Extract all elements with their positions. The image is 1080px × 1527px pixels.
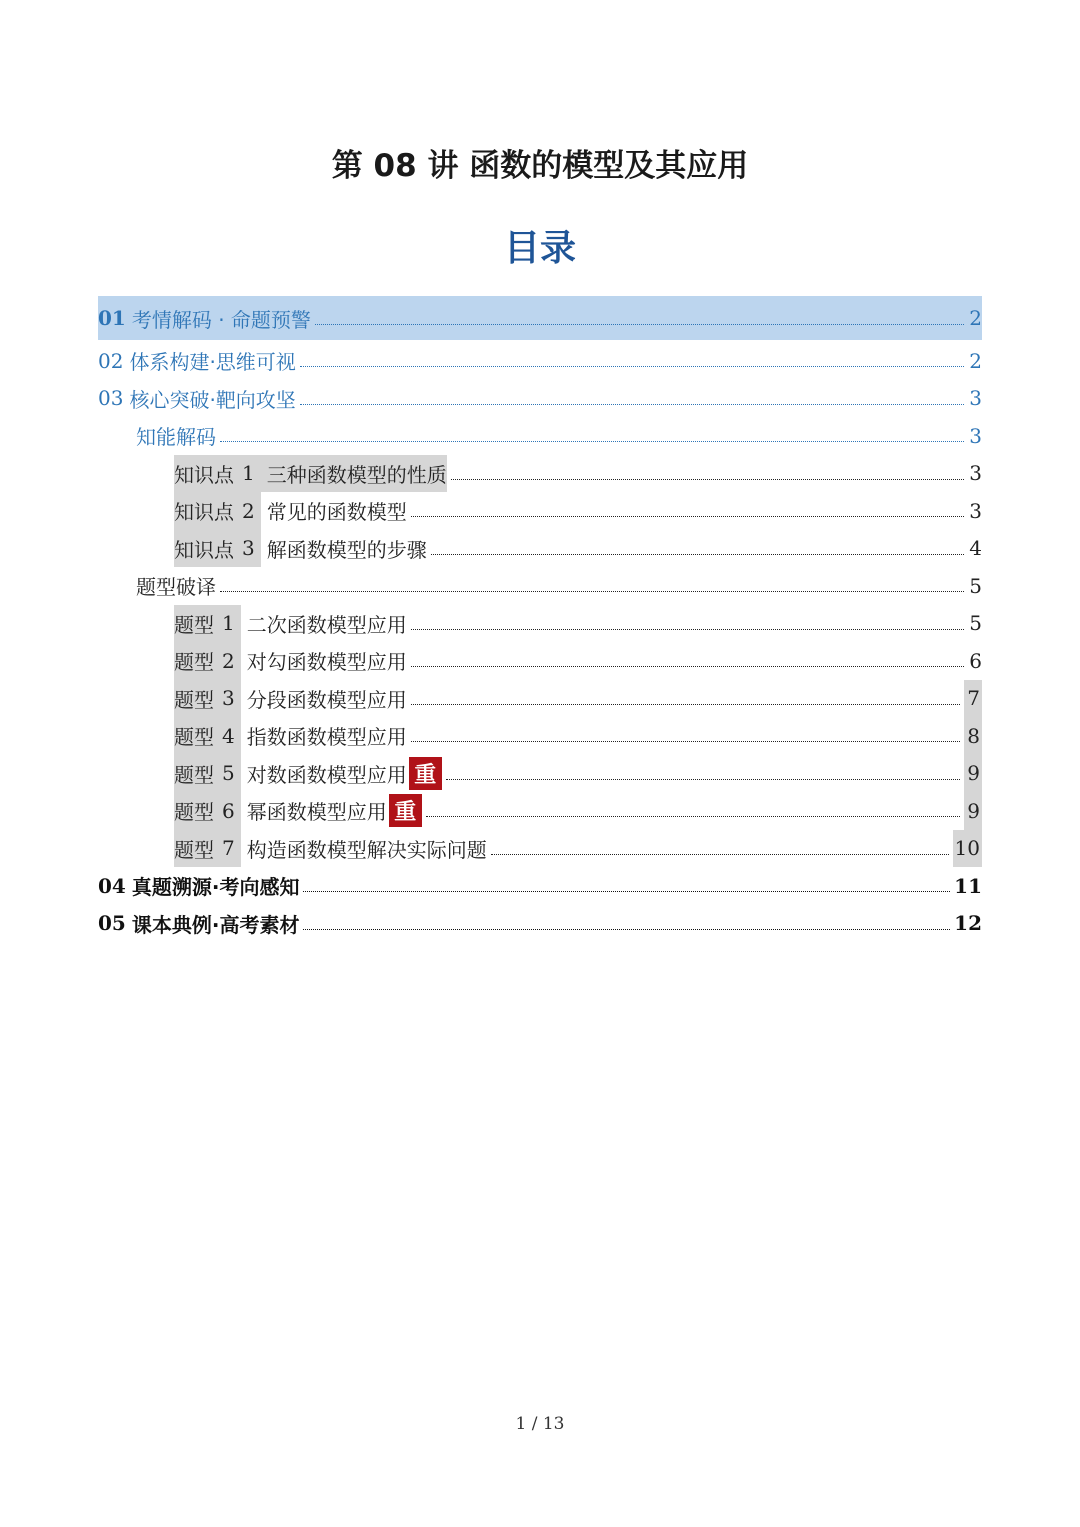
- entry-prefix: 题型 1: [174, 605, 241, 643]
- key-point-badge: 重: [389, 794, 422, 827]
- table-of-contents: [98, 296, 982, 942]
- page-number: 7: [964, 680, 982, 718]
- dot-leader: [220, 591, 964, 592]
- entry-title: 二次函数模型应用: [246, 612, 407, 637]
- entry-prefix: 知识点 3: [174, 530, 261, 568]
- toc-entry-type-3[interactable]: [98, 680, 982, 718]
- dot-leader: [446, 779, 960, 780]
- section-number: 04: [98, 873, 126, 898]
- page-number: 10: [953, 830, 982, 868]
- page-number: 2: [969, 348, 982, 373]
- dot-leader: [451, 479, 964, 480]
- entry-prefix: 题型 7: [174, 830, 241, 868]
- section-label: 课本典例·高考素材: [131, 912, 300, 937]
- toc-entry-type-1[interactable]: [98, 605, 982, 643]
- toc-entry-question-types[interactable]: [98, 567, 982, 605]
- section-label: 考情解码 · 命题预警: [131, 307, 311, 332]
- section-label: 核心突破·靶向攻坚: [129, 387, 296, 412]
- toc-entry-type-2[interactable]: [98, 642, 982, 680]
- entry-prefix: 知识点 1: [174, 455, 261, 493]
- page-number: 6: [969, 648, 982, 673]
- entry-prefix: 题型 6: [174, 792, 241, 830]
- section-label: 真题溯源·考向感知: [131, 875, 300, 900]
- toc-entry-knowledge-decoding[interactable]: [98, 417, 982, 455]
- dot-leader: [300, 404, 964, 405]
- entry-title: 对勾函数模型应用: [246, 650, 407, 675]
- dot-leader: [303, 929, 950, 930]
- page-number: 3: [969, 386, 982, 411]
- toc-entry-knowledge-point-3[interactable]: [98, 530, 982, 568]
- toc-entry-section-04[interactable]: [98, 867, 982, 905]
- dot-leader: [411, 704, 960, 705]
- dot-leader: [411, 629, 964, 630]
- page-number: 5: [969, 573, 982, 598]
- toc-entry-type-5[interactable]: [98, 755, 982, 793]
- page-number: 9: [964, 792, 982, 830]
- dot-leader: [303, 891, 950, 892]
- toc-entry-knowledge-point-1[interactable]: [98, 455, 982, 493]
- entry-title: 指数函数模型应用: [246, 725, 407, 750]
- dot-leader: [220, 441, 964, 442]
- key-point-badge: 重: [409, 757, 442, 790]
- entry-title: 对数函数模型应用: [246, 762, 407, 787]
- section-number: 02: [98, 348, 124, 373]
- page-number: 3: [969, 498, 982, 523]
- dot-leader: [315, 324, 964, 325]
- entry-prefix: 题型 2: [174, 642, 241, 680]
- entry-prefix: 题型 3: [174, 680, 241, 718]
- toc-entry-section-02[interactable]: [98, 342, 982, 380]
- toc-entry-knowledge-point-2[interactable]: [98, 492, 982, 530]
- toc-entry-type-6[interactable]: [98, 792, 982, 830]
- page-number: 12: [954, 911, 982, 936]
- toc-entry-section-03[interactable]: [98, 380, 982, 418]
- page-number: 3: [969, 461, 982, 486]
- dot-leader: [411, 666, 964, 667]
- toc-entry-type-4[interactable]: [98, 717, 982, 755]
- entry-prefix: 知识点 2: [174, 492, 261, 530]
- entry-prefix: 题型 5: [174, 755, 241, 793]
- dot-leader: [300, 366, 964, 367]
- page-number: 2: [969, 306, 982, 330]
- entry-title: 分段函数模型应用: [246, 687, 407, 712]
- page-number: 3: [969, 423, 982, 448]
- dot-leader: [491, 854, 949, 855]
- entry-title: 构造函数模型解决实际问题: [246, 837, 487, 862]
- page-number: 11: [954, 873, 982, 898]
- page-footer-number: 1 / 13: [515, 1414, 565, 1434]
- toc-entry-section-05[interactable]: [98, 905, 982, 943]
- entry-prefix: 题型 4: [174, 717, 241, 755]
- toc-heading: 目录: [503, 228, 576, 269]
- document-title: 第 08 讲 函数的模型及其应用: [331, 148, 749, 184]
- page-number: 9: [964, 755, 982, 793]
- entry-title: 幂函数模型应用: [246, 800, 387, 825]
- subsection-label: 题型破译: [136, 575, 216, 600]
- dot-leader: [431, 554, 964, 555]
- dot-leader: [411, 516, 964, 517]
- toc-entry-section-01[interactable]: [98, 296, 982, 340]
- dot-leader: [426, 816, 960, 817]
- toc-entry-type-7[interactable]: [98, 830, 982, 868]
- section-label: 体系构建·思维可视: [129, 350, 296, 375]
- entry-title: 解函数模型的步骤: [266, 537, 427, 562]
- entry-title: 常见的函数模型: [266, 500, 407, 525]
- page-number: 4: [969, 536, 982, 561]
- section-number: 05: [98, 911, 126, 936]
- page-number: 5: [969, 611, 982, 636]
- entry-title: 三种函数模型的性质: [261, 455, 447, 493]
- dot-leader: [411, 741, 960, 742]
- section-number: 01: [98, 306, 126, 330]
- subsection-label: 知能解码: [136, 425, 216, 450]
- section-number: 03: [98, 386, 124, 411]
- page-number: 8: [964, 717, 982, 755]
